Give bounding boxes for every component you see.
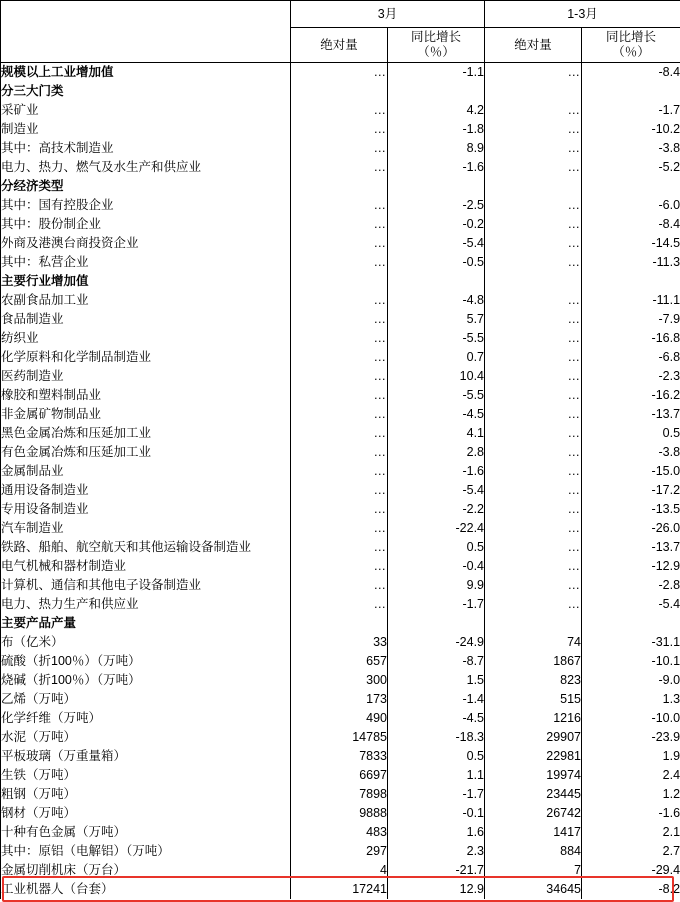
cell-absolute-cumulative: … bbox=[485, 234, 582, 253]
cell-growth-cumulative: -17.2 bbox=[582, 481, 680, 500]
row-label: 乙烯（万吨） bbox=[1, 690, 291, 709]
cell-absolute-cumulative: … bbox=[485, 329, 582, 348]
cell-absolute-march: 9888 bbox=[291, 804, 388, 823]
table-row bbox=[1, 310, 680, 329]
cell-absolute-cumulative: 1867 bbox=[485, 652, 582, 671]
table-row bbox=[1, 253, 680, 272]
cell-growth-cumulative bbox=[582, 272, 680, 291]
cell-growth-cumulative: -13.7 bbox=[582, 538, 680, 557]
cell-growth-march bbox=[388, 82, 485, 101]
cell-absolute-march: 490 bbox=[291, 709, 388, 728]
table-row bbox=[1, 728, 680, 747]
row-label: 电气机械和器材制造业 bbox=[1, 557, 291, 576]
row-label: 电力、热力、燃气及水生产和供应业 bbox=[1, 158, 291, 177]
row-label: 烧碱（折100％）（万吨） bbox=[1, 671, 291, 690]
cell-absolute-cumulative: … bbox=[485, 481, 582, 500]
row-label: 硫酸（折100％）（万吨） bbox=[1, 652, 291, 671]
cell-growth-cumulative bbox=[582, 614, 680, 633]
cell-absolute-march: … bbox=[291, 329, 388, 348]
cell-absolute-cumulative: 7 bbox=[485, 861, 582, 880]
cell-absolute-march: … bbox=[291, 139, 388, 158]
cell-absolute-cumulative: 19974 bbox=[485, 766, 582, 785]
cell-growth-cumulative: -5.2 bbox=[582, 158, 680, 177]
cell-growth-march: 5.7 bbox=[388, 310, 485, 329]
table-row bbox=[1, 462, 680, 481]
header-sub-absolute-cumulative bbox=[485, 28, 582, 63]
row-label: 分经济类型 bbox=[1, 177, 291, 196]
cell-growth-cumulative: -31.1 bbox=[582, 633, 680, 652]
cell-growth-cumulative: -3.8 bbox=[582, 443, 680, 462]
cell-absolute-cumulative: … bbox=[485, 386, 582, 405]
cell-growth-march: -0.4 bbox=[388, 557, 485, 576]
cell-absolute-march: 4 bbox=[291, 861, 388, 880]
table-row bbox=[1, 215, 680, 234]
cell-absolute-cumulative: … bbox=[485, 215, 582, 234]
row-label: 采矿业 bbox=[1, 101, 291, 120]
header-sub-absolute-march bbox=[291, 28, 388, 63]
cell-growth-cumulative: -6.0 bbox=[582, 196, 680, 215]
cell-growth-march: -5.5 bbox=[388, 386, 485, 405]
cell-absolute-cumulative: … bbox=[485, 101, 582, 120]
table-row bbox=[1, 234, 680, 253]
table-row bbox=[1, 443, 680, 462]
cell-growth-march: -2.5 bbox=[388, 196, 485, 215]
row-label: 工业机器人（台套） bbox=[1, 880, 291, 899]
row-label: 铁路、船舶、航空航天和其他运输设备制造业 bbox=[1, 538, 291, 557]
table-header bbox=[1, 1, 680, 63]
cell-growth-march: 0.7 bbox=[388, 348, 485, 367]
cell-absolute-cumulative: … bbox=[485, 405, 582, 424]
cell-absolute-march: … bbox=[291, 481, 388, 500]
cell-growth-cumulative: -1.7 bbox=[582, 101, 680, 120]
cell-growth-march: 8.9 bbox=[388, 139, 485, 158]
cell-absolute-march: … bbox=[291, 519, 388, 538]
row-label: 通用设备制造业 bbox=[1, 481, 291, 500]
row-label: 非金属矿物制品业 bbox=[1, 405, 291, 424]
cell-absolute-cumulative: 884 bbox=[485, 842, 582, 861]
header-sub-line1: 绝对量 bbox=[485, 38, 581, 53]
cell-growth-cumulative: -9.0 bbox=[582, 671, 680, 690]
row-label: 十种有色金属（万吨） bbox=[1, 823, 291, 842]
cell-growth-cumulative: -11.1 bbox=[582, 291, 680, 310]
cell-absolute-march: … bbox=[291, 443, 388, 462]
cell-growth-cumulative: -8.4 bbox=[582, 63, 680, 83]
row-label: 主要产品产量 bbox=[1, 614, 291, 633]
cell-absolute-cumulative bbox=[485, 614, 582, 633]
cell-growth-cumulative: 1.9 bbox=[582, 747, 680, 766]
row-label: 其中：股份制企业 bbox=[1, 215, 291, 234]
cell-absolute-march: … bbox=[291, 310, 388, 329]
cell-absolute-march: … bbox=[291, 158, 388, 177]
row-label: 水泥（万吨） bbox=[1, 728, 291, 747]
cell-absolute-march: … bbox=[291, 348, 388, 367]
cell-absolute-march: … bbox=[291, 291, 388, 310]
table-row bbox=[1, 424, 680, 443]
header-sub-line2: （％） bbox=[582, 45, 680, 60]
cell-absolute-march: … bbox=[291, 63, 388, 83]
cell-growth-cumulative: 1.3 bbox=[582, 690, 680, 709]
cell-absolute-cumulative: 1216 bbox=[485, 709, 582, 728]
cell-absolute-march: 300 bbox=[291, 671, 388, 690]
cell-growth-cumulative: -3.8 bbox=[582, 139, 680, 158]
row-label: 专用设备制造业 bbox=[1, 500, 291, 519]
cell-growth-march: -4.5 bbox=[388, 405, 485, 424]
row-label: 其中：国有控股企业 bbox=[1, 196, 291, 215]
cell-growth-march: -1.4 bbox=[388, 690, 485, 709]
table-row bbox=[1, 196, 680, 215]
cell-absolute-cumulative: … bbox=[485, 253, 582, 272]
cell-growth-cumulative: 2.4 bbox=[582, 766, 680, 785]
cell-absolute-march: … bbox=[291, 367, 388, 386]
cell-absolute-cumulative: … bbox=[485, 557, 582, 576]
cell-absolute-cumulative: … bbox=[485, 443, 582, 462]
cell-absolute-cumulative: … bbox=[485, 348, 582, 367]
cell-absolute-cumulative: 1417 bbox=[485, 823, 582, 842]
cell-absolute-march: … bbox=[291, 576, 388, 595]
cell-growth-cumulative: -13.7 bbox=[582, 405, 680, 424]
cell-growth-cumulative: -11.3 bbox=[582, 253, 680, 272]
cell-absolute-cumulative: … bbox=[485, 120, 582, 139]
cell-growth-march: -18.3 bbox=[388, 728, 485, 747]
cell-growth-march: -2.2 bbox=[388, 500, 485, 519]
cell-growth-cumulative: -13.5 bbox=[582, 500, 680, 519]
row-label: 汽车制造业 bbox=[1, 519, 291, 538]
table-row bbox=[1, 690, 680, 709]
table-row bbox=[1, 63, 680, 83]
table-row bbox=[1, 405, 680, 424]
cell-absolute-march: … bbox=[291, 234, 388, 253]
table-row bbox=[1, 538, 680, 557]
cell-absolute-cumulative: … bbox=[485, 500, 582, 519]
cell-absolute-cumulative: 34645 bbox=[485, 880, 582, 899]
cell-absolute-cumulative: … bbox=[485, 576, 582, 595]
cell-growth-cumulative bbox=[582, 82, 680, 101]
table-row bbox=[1, 861, 680, 880]
table-row bbox=[1, 747, 680, 766]
cell-absolute-march: 7833 bbox=[291, 747, 388, 766]
cell-growth-cumulative: -10.2 bbox=[582, 120, 680, 139]
cell-growth-cumulative: -1.6 bbox=[582, 804, 680, 823]
table-row bbox=[1, 101, 680, 120]
cell-growth-march: 12.9 bbox=[388, 880, 485, 899]
cell-absolute-march bbox=[291, 177, 388, 196]
cell-growth-cumulative: 1.2 bbox=[582, 785, 680, 804]
table-row bbox=[1, 386, 680, 405]
cell-growth-cumulative bbox=[582, 177, 680, 196]
row-label: 主要行业增加值 bbox=[1, 272, 291, 291]
table-row bbox=[1, 82, 680, 101]
table-row bbox=[1, 158, 680, 177]
cell-growth-march: -1.1 bbox=[388, 63, 485, 83]
cell-absolute-cumulative: … bbox=[485, 158, 582, 177]
cell-growth-march: -0.2 bbox=[388, 215, 485, 234]
cell-absolute-march: … bbox=[291, 386, 388, 405]
cell-growth-cumulative: -5.4 bbox=[582, 595, 680, 614]
cell-growth-march bbox=[388, 177, 485, 196]
cell-growth-cumulative: -23.9 bbox=[582, 728, 680, 747]
row-label: 制造业 bbox=[1, 120, 291, 139]
cell-absolute-cumulative bbox=[485, 272, 582, 291]
table-row bbox=[1, 595, 680, 614]
row-label: 其中：高技术制造业 bbox=[1, 139, 291, 158]
cell-absolute-cumulative: 74 bbox=[485, 633, 582, 652]
cell-absolute-march bbox=[291, 614, 388, 633]
cell-growth-march: -5.5 bbox=[388, 329, 485, 348]
table-row bbox=[1, 652, 680, 671]
header-group-row bbox=[1, 1, 680, 28]
cell-absolute-march: 6697 bbox=[291, 766, 388, 785]
cell-absolute-march: 297 bbox=[291, 842, 388, 861]
cell-growth-cumulative: -15.0 bbox=[582, 462, 680, 481]
row-label: 分三大门类 bbox=[1, 82, 291, 101]
cell-absolute-march: … bbox=[291, 500, 388, 519]
cell-absolute-march: … bbox=[291, 462, 388, 481]
header-sub-growth-cumulative bbox=[582, 28, 680, 63]
row-label: 计算机、通信和其他电子设备制造业 bbox=[1, 576, 291, 595]
cell-growth-cumulative: 0.5 bbox=[582, 424, 680, 443]
cell-growth-cumulative: -10.0 bbox=[582, 709, 680, 728]
cell-growth-cumulative: -7.9 bbox=[582, 310, 680, 329]
cell-growth-march: -22.4 bbox=[388, 519, 485, 538]
cell-growth-march: -1.6 bbox=[388, 462, 485, 481]
cell-absolute-march: 14785 bbox=[291, 728, 388, 747]
cell-absolute-march: … bbox=[291, 595, 388, 614]
cell-absolute-cumulative: … bbox=[485, 63, 582, 83]
table-row bbox=[1, 633, 680, 652]
cell-absolute-march bbox=[291, 272, 388, 291]
table-row bbox=[1, 519, 680, 538]
cell-growth-march: -1.7 bbox=[388, 595, 485, 614]
table-row bbox=[1, 804, 680, 823]
table-body bbox=[1, 63, 680, 900]
row-label: 外商及港澳台商投资企业 bbox=[1, 234, 291, 253]
header-sub-line2: （％） bbox=[388, 45, 484, 60]
cell-growth-march: 1.6 bbox=[388, 823, 485, 842]
cell-absolute-cumulative: … bbox=[485, 139, 582, 158]
row-label: 其中：私营企业 bbox=[1, 253, 291, 272]
cell-growth-march: -1.8 bbox=[388, 120, 485, 139]
table-row bbox=[1, 291, 680, 310]
cell-growth-march: -4.5 bbox=[388, 709, 485, 728]
cell-growth-march bbox=[388, 614, 485, 633]
cell-absolute-march: … bbox=[291, 196, 388, 215]
cell-absolute-cumulative: … bbox=[485, 310, 582, 329]
cell-growth-cumulative: -10.1 bbox=[582, 652, 680, 671]
row-label: 医药制造业 bbox=[1, 367, 291, 386]
row-label: 橡胶和塑料制品业 bbox=[1, 386, 291, 405]
table-row bbox=[1, 348, 680, 367]
cell-growth-march: 2.3 bbox=[388, 842, 485, 861]
row-label: 化学原料和化学制品制造业 bbox=[1, 348, 291, 367]
row-label: 有色金属冶炼和压延加工业 bbox=[1, 443, 291, 462]
row-label: 其中：原铝（电解铝）（万吨） bbox=[1, 842, 291, 861]
cell-absolute-cumulative: … bbox=[485, 519, 582, 538]
cell-absolute-march: 7898 bbox=[291, 785, 388, 804]
cell-growth-march: 0.5 bbox=[388, 538, 485, 557]
cell-absolute-cumulative: 515 bbox=[485, 690, 582, 709]
row-label: 生铁（万吨） bbox=[1, 766, 291, 785]
header-sub-line1: 绝对量 bbox=[291, 38, 387, 53]
cell-absolute-cumulative: … bbox=[485, 424, 582, 443]
row-label: 钢材（万吨） bbox=[1, 804, 291, 823]
cell-absolute-cumulative bbox=[485, 82, 582, 101]
cell-growth-march: 0.5 bbox=[388, 747, 485, 766]
cell-absolute-march: 17241 bbox=[291, 880, 388, 899]
cell-growth-cumulative: -16.8 bbox=[582, 329, 680, 348]
row-label: 电力、热力生产和供应业 bbox=[1, 595, 291, 614]
cell-absolute-cumulative: 23445 bbox=[485, 785, 582, 804]
cell-growth-march: -0.5 bbox=[388, 253, 485, 272]
cell-growth-march: -4.8 bbox=[388, 291, 485, 310]
cell-growth-march: 10.4 bbox=[388, 367, 485, 386]
cell-growth-cumulative: -26.0 bbox=[582, 519, 680, 538]
cell-growth-march: 4.2 bbox=[388, 101, 485, 120]
cell-absolute-cumulative: … bbox=[485, 291, 582, 310]
cell-absolute-march: 33 bbox=[291, 633, 388, 652]
table-row bbox=[1, 120, 680, 139]
table-row bbox=[1, 823, 680, 842]
cell-absolute-march: … bbox=[291, 253, 388, 272]
cell-growth-march: -1.6 bbox=[388, 158, 485, 177]
cell-absolute-march: … bbox=[291, 557, 388, 576]
row-label: 金属切削机床（万台） bbox=[1, 861, 291, 880]
cell-absolute-cumulative: … bbox=[485, 595, 582, 614]
cell-growth-cumulative: -2.3 bbox=[582, 367, 680, 386]
cell-absolute-march: … bbox=[291, 424, 388, 443]
table-row bbox=[1, 367, 680, 386]
cell-growth-cumulative: -2.8 bbox=[582, 576, 680, 595]
table-row bbox=[1, 785, 680, 804]
cell-absolute-march: 173 bbox=[291, 690, 388, 709]
row-label: 金属制品业 bbox=[1, 462, 291, 481]
cell-growth-cumulative: -16.2 bbox=[582, 386, 680, 405]
header-sub-line1: 同比增长 bbox=[388, 30, 484, 45]
table-row bbox=[1, 481, 680, 500]
cell-growth-cumulative: -29.4 bbox=[582, 861, 680, 880]
table-row bbox=[1, 842, 680, 861]
table-row bbox=[1, 500, 680, 519]
cell-absolute-march: … bbox=[291, 120, 388, 139]
cell-absolute-march: … bbox=[291, 405, 388, 424]
cell-growth-cumulative: -8.4 bbox=[582, 215, 680, 234]
cell-growth-march: 1.1 bbox=[388, 766, 485, 785]
cell-growth-march: -5.4 bbox=[388, 234, 485, 253]
cell-absolute-march: … bbox=[291, 538, 388, 557]
table-row bbox=[1, 272, 680, 291]
cell-growth-march: 2.8 bbox=[388, 443, 485, 462]
row-label: 黑色金属冶炼和压延加工业 bbox=[1, 424, 291, 443]
cell-growth-march: -21.7 bbox=[388, 861, 485, 880]
cell-growth-march: 1.5 bbox=[388, 671, 485, 690]
table-row bbox=[1, 329, 680, 348]
cell-absolute-cumulative bbox=[485, 177, 582, 196]
cell-growth-march: -24.9 bbox=[388, 633, 485, 652]
cell-absolute-march: … bbox=[291, 101, 388, 120]
cell-growth-march bbox=[388, 272, 485, 291]
row-label: 粗钢（万吨） bbox=[1, 785, 291, 804]
cell-absolute-cumulative: 22981 bbox=[485, 747, 582, 766]
cell-growth-cumulative: -6.8 bbox=[582, 348, 680, 367]
cell-growth-march: -8.7 bbox=[388, 652, 485, 671]
table-row bbox=[1, 177, 680, 196]
cell-absolute-cumulative: … bbox=[485, 462, 582, 481]
cell-absolute-cumulative: … bbox=[485, 196, 582, 215]
cell-growth-march: 4.1 bbox=[388, 424, 485, 443]
cell-absolute-cumulative: … bbox=[485, 367, 582, 386]
row-label: 规模以上工业增加值 bbox=[1, 63, 291, 83]
cell-growth-march: 9.9 bbox=[388, 576, 485, 595]
cell-growth-march: -1.7 bbox=[388, 785, 485, 804]
row-label: 农副食品加工业 bbox=[1, 291, 291, 310]
row-label: 食品制造业 bbox=[1, 310, 291, 329]
table-row bbox=[1, 557, 680, 576]
row-label: 平板玻璃（万重量箱） bbox=[1, 747, 291, 766]
table-row bbox=[1, 614, 680, 633]
cell-growth-cumulative: -12.9 bbox=[582, 557, 680, 576]
cell-growth-cumulative: 2.7 bbox=[582, 842, 680, 861]
header-group-march: 3月 bbox=[291, 1, 485, 28]
table-row bbox=[1, 880, 680, 899]
table-row bbox=[1, 766, 680, 785]
table-row bbox=[1, 671, 680, 690]
table-row bbox=[1, 576, 680, 595]
cell-absolute-march bbox=[291, 82, 388, 101]
table-row bbox=[1, 709, 680, 728]
header-group-jan-mar: 1-3月 bbox=[485, 1, 680, 28]
cell-absolute-march: … bbox=[291, 215, 388, 234]
cell-growth-march: -0.1 bbox=[388, 804, 485, 823]
cell-absolute-march: 483 bbox=[291, 823, 388, 842]
cell-growth-cumulative: -8.2 bbox=[582, 880, 680, 899]
cell-growth-cumulative: 2.1 bbox=[582, 823, 680, 842]
table-row bbox=[1, 139, 680, 158]
cell-absolute-cumulative: … bbox=[485, 538, 582, 557]
header-sub-line1: 同比增长 bbox=[582, 30, 680, 45]
row-label: 布（亿米） bbox=[1, 633, 291, 652]
cell-absolute-march: 657 bbox=[291, 652, 388, 671]
cell-absolute-cumulative: 823 bbox=[485, 671, 582, 690]
row-label: 纺织业 bbox=[1, 329, 291, 348]
header-sub-growth-march bbox=[388, 28, 485, 63]
row-label: 化学纤维（万吨） bbox=[1, 709, 291, 728]
header-corner-cell bbox=[1, 1, 291, 63]
cell-growth-march: -5.4 bbox=[388, 481, 485, 500]
cell-absolute-cumulative: 29907 bbox=[485, 728, 582, 747]
cell-growth-cumulative: -14.5 bbox=[582, 234, 680, 253]
cell-absolute-cumulative: 26742 bbox=[485, 804, 582, 823]
